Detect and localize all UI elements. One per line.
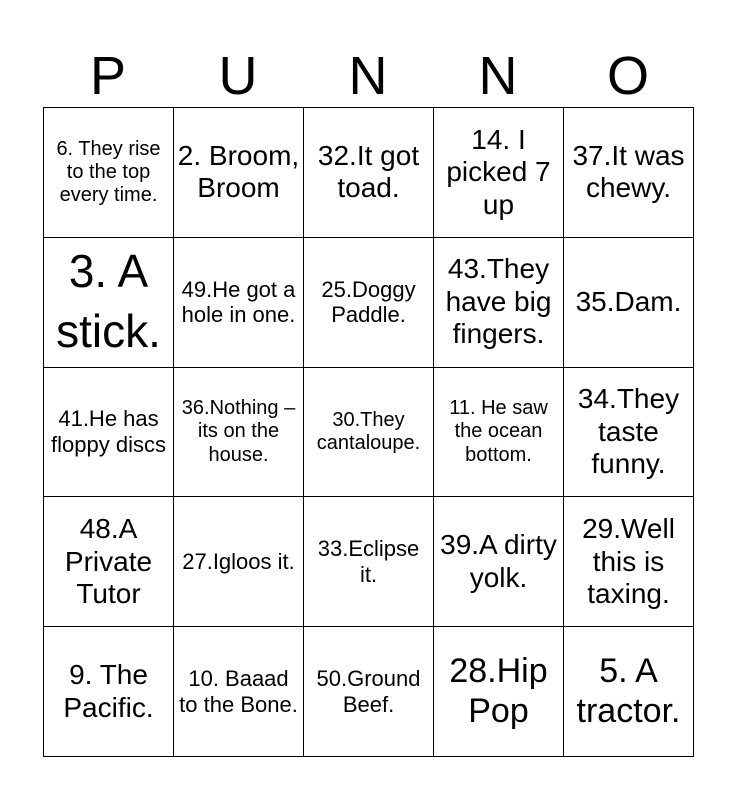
cell-text: 48.A Private Tutor bbox=[64, 513, 153, 610]
cell-text: 49.He got a hole in one. bbox=[181, 276, 296, 328]
bingo-cell-r3-c2[interactable] bbox=[174, 368, 304, 498]
cell-text: 41.He has floppy discs bbox=[51, 406, 166, 457]
cell-text: 29.Well this is taxing. bbox=[582, 513, 675, 610]
bingo-cell-r5-c3[interactable] bbox=[304, 627, 434, 757]
cell-text: 2. Broom, Broom bbox=[177, 139, 300, 204]
cell-text: 33.Eclipse it. bbox=[317, 536, 420, 587]
cell-text: 32.It got toad. bbox=[317, 139, 420, 204]
bingo-cell-r4-c3[interactable] bbox=[304, 497, 434, 627]
cell-text: 37.It was chewy. bbox=[572, 139, 685, 204]
bingo-board bbox=[43, 107, 694, 757]
bingo-cell-r5-c4[interactable] bbox=[434, 627, 564, 757]
bingo-cell-r1-c1[interactable] bbox=[44, 108, 174, 238]
bingo-cell-r2-c4[interactable] bbox=[434, 238, 564, 368]
cell-text: 27.Igloos it. bbox=[182, 549, 295, 575]
bingo-header bbox=[43, 44, 693, 108]
cell-text: 25.Doggy Paddle. bbox=[321, 276, 416, 328]
cell-text: 34.They taste funny. bbox=[577, 383, 680, 480]
header-letter-u: U bbox=[218, 46, 258, 106]
cell-text: 3. A stick. bbox=[56, 245, 161, 358]
bingo-cell-r5-c1[interactable] bbox=[44, 627, 174, 757]
bingo-cell-r3-c1[interactable] bbox=[44, 368, 174, 498]
cell-text: 39.A dirty yolk. bbox=[440, 529, 557, 593]
header-letter-n: N bbox=[348, 46, 388, 106]
cell-text: 50.Ground Beef. bbox=[316, 666, 421, 717]
bingo-cell-r5-c2[interactable] bbox=[174, 627, 304, 757]
cell-text: 5. A tractor. bbox=[576, 652, 681, 730]
header-letter-p: P bbox=[89, 46, 127, 106]
bingo-cell-r4-c1[interactable] bbox=[44, 497, 174, 627]
bingo-cell-r2-c2[interactable] bbox=[174, 238, 304, 368]
bingo-cell-r2-c1[interactable] bbox=[44, 238, 174, 368]
cell-text: 11. He saw the ocean bottom. bbox=[449, 397, 548, 466]
bingo-cell-r1-c3[interactable] bbox=[304, 108, 434, 238]
bingo-cell-r1-c4[interactable] bbox=[434, 108, 564, 238]
bingo-cell-r2-c5[interactable] bbox=[564, 238, 694, 368]
cell-text: 30.They cantaloupe. bbox=[316, 408, 421, 454]
bingo-cell-r4-c2[interactable] bbox=[174, 497, 304, 627]
cell-text: 6. They rise to the top every time. bbox=[56, 137, 161, 206]
bingo-cell-r1-c2[interactable] bbox=[174, 108, 304, 238]
header-letter-n-2: N bbox=[478, 46, 518, 106]
bingo-cell-r3-c4[interactable] bbox=[434, 368, 564, 498]
cell-text: 28.Hip Pop bbox=[449, 652, 548, 730]
cell-text: 14. I picked 7 up bbox=[446, 123, 551, 220]
bingo-cell-r3-c5[interactable] bbox=[564, 368, 694, 498]
header-letter-o: O bbox=[606, 46, 649, 106]
cell-text: 9. The Pacific. bbox=[63, 659, 154, 723]
bingo-cell-r1-c5[interactable] bbox=[564, 108, 694, 238]
cell-text: 35.Dam. bbox=[575, 285, 682, 317]
bingo-cell-r2-c3[interactable] bbox=[304, 238, 434, 368]
bingo-cell-r5-c5[interactable] bbox=[564, 627, 694, 757]
bingo-cell-r3-c3[interactable] bbox=[304, 368, 434, 498]
bingo-cell-r4-c5[interactable] bbox=[564, 497, 694, 627]
cell-text: 43.They have big fingers. bbox=[445, 253, 552, 350]
cell-text: 36.Nothing – its on the house. bbox=[181, 397, 296, 466]
bingo-cell-r4-c4[interactable] bbox=[434, 497, 564, 627]
cell-text: 10. Baaad to the Bone. bbox=[179, 666, 298, 717]
